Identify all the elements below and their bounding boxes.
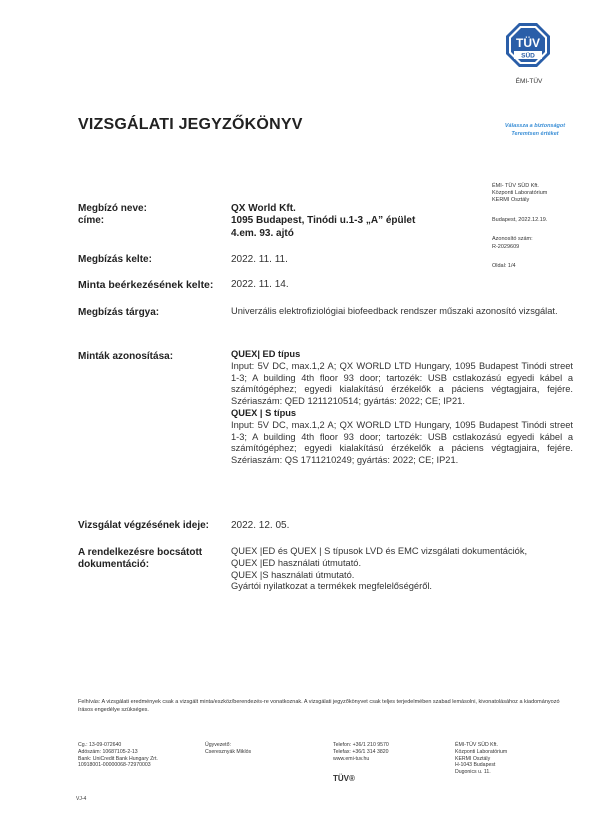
tuv-sud-logo xyxy=(505,22,551,68)
samples-block xyxy=(231,349,573,467)
footer-line: H-1043 Budapest xyxy=(455,762,496,769)
address-line-1: 1095 Budapest, Tinódi u.1-3 „A” épület xyxy=(231,215,416,226)
docs-item-4: Gyártói nyilatkozat a termékek megfelelőségéről. xyxy=(231,581,433,592)
client-name-label: Megbízó neve: xyxy=(78,203,147,214)
footer-line: ÉMI-TÜV SÜD Kft. xyxy=(455,742,498,748)
slogan-line-1: Válassza a biztonságot xyxy=(504,123,566,129)
form-code: VJ-4 xyxy=(76,796,87,802)
footer-address xyxy=(455,742,507,776)
legal-notice: Felhívás: A vizsgálati eredmények csak a vizsgált minta/eszköz/berendezés-re vonatkoznak. A vizsgálati jegyzőkönyvet csak teljes terjedelmében szabad lemásolni, kivonatolásához a kiadományozó írásos engedélye szükséges. xyxy=(78,699,560,713)
footer-line: Dugonics u. 11. xyxy=(455,769,491,776)
order-date-value: 2022. 11. 11. xyxy=(231,254,288,265)
footer-line: Bank: UniCredit Bank Hungary Zrt. xyxy=(78,755,158,762)
test-end-label: Vizsgálat végzésének ideje: xyxy=(78,520,209,531)
sample-2-title: QUEX | S típus xyxy=(231,407,297,418)
lab-dept: KERMI Osztály xyxy=(492,197,530,203)
id-label: Azonosító szám: xyxy=(492,236,533,242)
sample-1-text: Input: 5V DC, max.1,2 A; QX WORLD LTD Hungary, 1095 Budapest Tinódi street 1-3; A building 4th floor 93 door; tartozék: USB cstlakozású egyedi kábel a számítógéphez; egyedi kialakítású érzékelők a páciens végtagjaira, fejére. Szériaszám: QED 1211210514; gyártás: 2022; CE; IP21. xyxy=(231,360,573,407)
footer-line: Adószám: 10687105-2-13 xyxy=(78,748,138,755)
footer-contact xyxy=(333,742,389,762)
brand-name: ÉMI-TÜV xyxy=(515,78,543,85)
address-label: címe: xyxy=(78,215,105,226)
docs-label-1: A rendelkezésre bocsátott xyxy=(78,547,203,558)
docs-item-2: QUEX |ED használati útmutató. xyxy=(231,557,362,568)
test-end-value: 2022. 12. 05. xyxy=(231,520,290,531)
sample-date-label: Minta beérkezésének kelte: xyxy=(78,279,214,291)
footer-line: Ügyvezető: xyxy=(205,742,231,748)
order-date-label: Megbízás kelte: xyxy=(78,254,152,265)
address-line-2: 4.em. 93. ajtó xyxy=(231,228,294,239)
docs-item-1: QUEX |ED és QUEX | S típusok LVD és EMC vizsgálati dokumentációk, xyxy=(231,546,528,556)
footer-line: Központi Laboratórium xyxy=(455,748,508,755)
client-name-value: QX World Kft. xyxy=(231,203,296,214)
subject-value: Univerzális elektrofiziológiai biofeedback rendszer műszaki azonosító vizsgálat. xyxy=(231,306,558,316)
footer-line: Telefon: +36/1 210 9570 xyxy=(333,742,389,748)
lab-name: Központi Laboratórium xyxy=(492,190,548,196)
footer-line: KERMI Osztály xyxy=(455,755,491,762)
slogan-line-2: Teremtsen értéket xyxy=(511,131,559,137)
footer-line: www.emi-tuv.hu xyxy=(333,755,370,762)
id-value: R-2029609 xyxy=(492,244,520,250)
docs-item-3: QUEX |S használati útmutató. xyxy=(231,569,355,580)
footer-line: 10918001-00000068-72970003 xyxy=(78,762,151,769)
sample-2-text: Input: 5V DC, max.1,2 A; QX WORLD LTD Hungary, 1095 Budapest Tinódi street 1-3; A building 4th floor 93 door; tartozék: USB cstlakozású egyedi kábel a számítógéphez; egyedi kialakítású érzékelők a páciens végtagjaira, fejére. Szériaszám: QS 1711210249; gyártás: 2022; CE; IP21. xyxy=(231,419,573,466)
footer-director xyxy=(205,742,251,756)
footer-line: Cseresznyák Miklós xyxy=(205,748,252,755)
sample-date-value: 2022. 11. 14. xyxy=(231,279,289,290)
subject-label: Megbízás tárgya: xyxy=(78,307,160,318)
page-number: Oldal: 1/4 xyxy=(492,263,516,269)
logo-bottom-text: SÜD xyxy=(521,52,535,60)
logo-top-text: TÜV xyxy=(516,36,540,50)
docs-label-2: dokumentáció: xyxy=(78,559,150,570)
footer-company-data xyxy=(78,742,158,769)
sample-1-title: QUEX| ED típus xyxy=(231,349,301,359)
footer-line: Telefax: +36/1 314 3820 xyxy=(333,748,389,755)
issue-date: Budapest, 2022.12.19. xyxy=(492,217,548,223)
lab-company: ÉMI- TÜV SÜD Kft. xyxy=(492,183,539,189)
tuv-mark: TÜV® xyxy=(333,774,355,783)
page-title: VIZSGÁLATI JEGYZŐKÖNYV xyxy=(78,116,303,133)
docs-list xyxy=(231,546,573,593)
footer-line: Cg.: 13-09-072640 xyxy=(78,742,122,748)
samples-label: Minták azonosítása: xyxy=(78,351,174,362)
slogan xyxy=(495,122,575,138)
